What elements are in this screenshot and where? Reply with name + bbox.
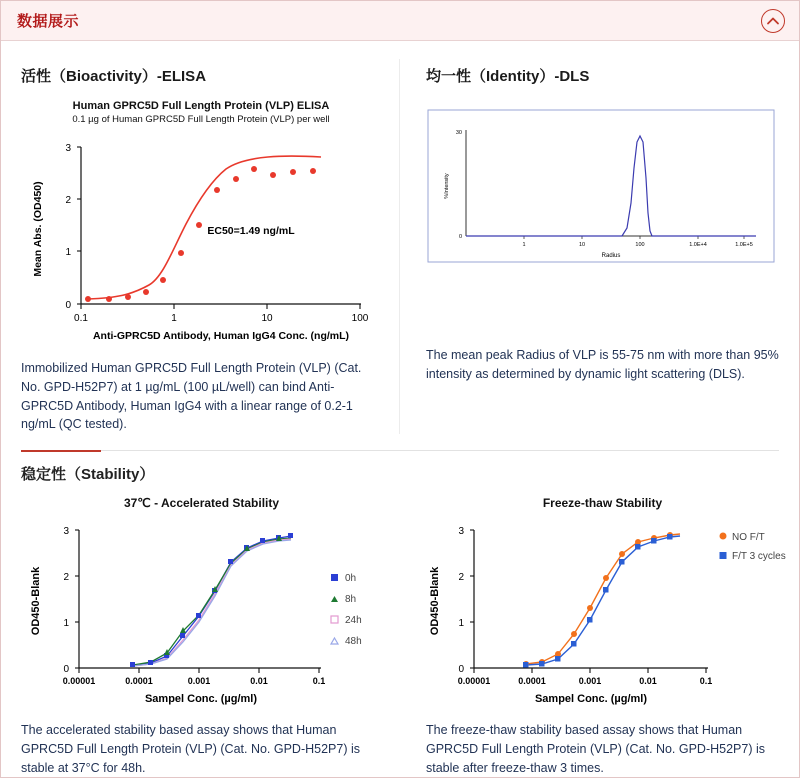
bioactivity-caption: Immobilized Human GPRC5D Full Length Protein (VLP) (Cat. No. GPD-H52P7) at 1 µg/mL (100 µL/well) can bind Anti-GPRC5D Antibody, Human IgG4 with a linear range of 0.2-1 ng/mL (QC tested). bbox=[21, 361, 362, 432]
ft-legend-0: NO F/T bbox=[732, 532, 765, 543]
identity-section bbox=[400, 59, 779, 434]
dls-chart bbox=[426, 108, 779, 278]
chevron-up-icon bbox=[766, 16, 780, 26]
elisa-plot bbox=[21, 129, 391, 344]
dls-xlabel: Radius bbox=[601, 253, 621, 259]
acc-xtick-3: 0.01 bbox=[250, 676, 268, 686]
accelerated-plot bbox=[21, 516, 401, 706]
ft-ytick-0: 0 bbox=[458, 664, 464, 675]
ft-ytick-1: 1 bbox=[458, 618, 464, 629]
freeze-thaw-caption: The freeze-thaw stability based assay shows that Human GPRC5D Full Length Protein (VLP) (Cat. No. GPD-H52P7) is stable after freeze-thaw 3 times. bbox=[426, 723, 766, 775]
elisa-ec50-annotation: EC50=1.49 ng/mL bbox=[207, 225, 295, 237]
elisa-ytick-2: 2 bbox=[65, 195, 71, 206]
acc-ytick-0: 0 bbox=[63, 664, 69, 675]
elisa-chart bbox=[21, 100, 381, 349]
acc-ytick-2: 2 bbox=[63, 572, 69, 583]
stability-row bbox=[21, 496, 786, 777]
bioactivity-heading: 活性（Bioactivity）-ELISA bbox=[21, 68, 207, 85]
identity-caption: The mean peak Radius of VLP is 55-75 nm with more than 95% intensity as determined by dynamic light scattering (DLS). bbox=[426, 348, 779, 381]
panel-body bbox=[1, 41, 799, 777]
dls-ylabel: %Intensity bbox=[444, 173, 450, 199]
collapse-toggle-button[interactable] bbox=[761, 9, 785, 33]
ft-xtick-1: 0.0001 bbox=[518, 676, 546, 686]
acc-legend-3: 48h bbox=[345, 636, 362, 647]
acc-ytick-1: 1 bbox=[63, 618, 69, 629]
acc-xtick-0: 0.00001 bbox=[62, 676, 96, 686]
elisa-chart-title: Human GPRC5D Full Length Protein (VLP) ELISA bbox=[72, 100, 330, 112]
dls-xtick-1: 10 bbox=[578, 242, 586, 248]
accelerated-chart-title: 37℃ - Accelerated Stability bbox=[123, 496, 280, 510]
acc-ytick-3: 3 bbox=[63, 526, 69, 537]
elisa-xtick-3: 100 bbox=[351, 313, 369, 324]
elisa-ylabel: Mean Abs. (OD450) bbox=[32, 181, 44, 277]
dls-ytick-bottom: 0 bbox=[458, 234, 462, 240]
accelerated-stability-chart bbox=[21, 496, 382, 711]
dls-xtick-2: 100 bbox=[635, 242, 645, 248]
ft-ytick-3: 3 bbox=[458, 526, 464, 537]
freeze-thaw-section bbox=[400, 496, 786, 777]
elisa-ytick-1: 1 bbox=[65, 247, 71, 258]
elisa-ytick-0: 0 bbox=[65, 300, 71, 311]
panel-header bbox=[1, 1, 799, 41]
dls-xtick-4: 1.0E+5 bbox=[735, 242, 753, 248]
ft-ytick-2: 2 bbox=[458, 572, 464, 583]
ft-xtick-3: 0.01 bbox=[639, 676, 657, 686]
acc-xlabel: Sampel Conc. (µg/ml) bbox=[144, 693, 258, 705]
page-title: 数据展示 bbox=[17, 13, 80, 30]
dls-ytick-top: 30 bbox=[455, 130, 462, 136]
acc-xtick-4: 0.1 bbox=[312, 676, 326, 686]
ft-xtick-0: 0.00001 bbox=[457, 676, 491, 686]
elisa-xtick-0: 0.1 bbox=[74, 313, 88, 324]
acc-legend bbox=[331, 573, 362, 647]
freeze-chart-title: Freeze-thaw Stability bbox=[542, 496, 663, 510]
acc-xtick-1: 0.0001 bbox=[125, 676, 153, 686]
elisa-chart-subtitle: 0.1 µg of Human GPRC5D Full Length Protein (VLP) per well bbox=[72, 114, 330, 125]
ft-xlabel: Sampel Conc. (µg/ml) bbox=[534, 693, 648, 705]
section-divider bbox=[21, 450, 779, 451]
freeze-plot bbox=[426, 516, 796, 706]
accelerated-stability-caption: The accelerated stability based assay shows that Human GPRC5D Full Length Protein (VLP) (Cat. No. GPD-H52P7) is stable at 37°C for 48h. bbox=[21, 723, 361, 775]
freeze-thaw-chart bbox=[426, 496, 786, 711]
identity-heading: 均一性（Identity）-DLS bbox=[426, 68, 590, 85]
top-row bbox=[21, 59, 779, 434]
acc-legend-2: 24h bbox=[345, 615, 362, 626]
accelerated-stability-section bbox=[21, 496, 400, 777]
dls-plot bbox=[426, 108, 776, 273]
elisa-xtick-1: 1 bbox=[171, 313, 177, 324]
acc-legend-1: 8h bbox=[345, 594, 357, 605]
dls-xtick-3: 1.0E+4 bbox=[689, 242, 707, 248]
acc-xtick-2: 0.001 bbox=[187, 676, 211, 686]
ft-ylabel: OD450-Blank bbox=[429, 566, 441, 636]
elisa-ytick-3: 3 bbox=[65, 143, 71, 154]
elisa-xtick-2: 10 bbox=[261, 313, 273, 324]
ft-legend bbox=[720, 532, 786, 562]
stability-heading: 稳定性（Stability） bbox=[21, 466, 155, 483]
dls-xtick-0: 1 bbox=[522, 242, 526, 248]
ft-xtick-4: 0.1 bbox=[699, 676, 713, 686]
acc-legend-0: 0h bbox=[345, 573, 357, 584]
ft-xtick-2: 0.001 bbox=[578, 676, 602, 686]
bioactivity-section bbox=[21, 59, 400, 434]
elisa-xlabel: Anti-GPRC5D Antibody, Human IgG4 Conc. (ng/mL) bbox=[92, 330, 350, 342]
ft-legend-1: F/T 3 cycles bbox=[732, 551, 786, 562]
acc-ylabel: OD450-Blank bbox=[30, 566, 42, 636]
